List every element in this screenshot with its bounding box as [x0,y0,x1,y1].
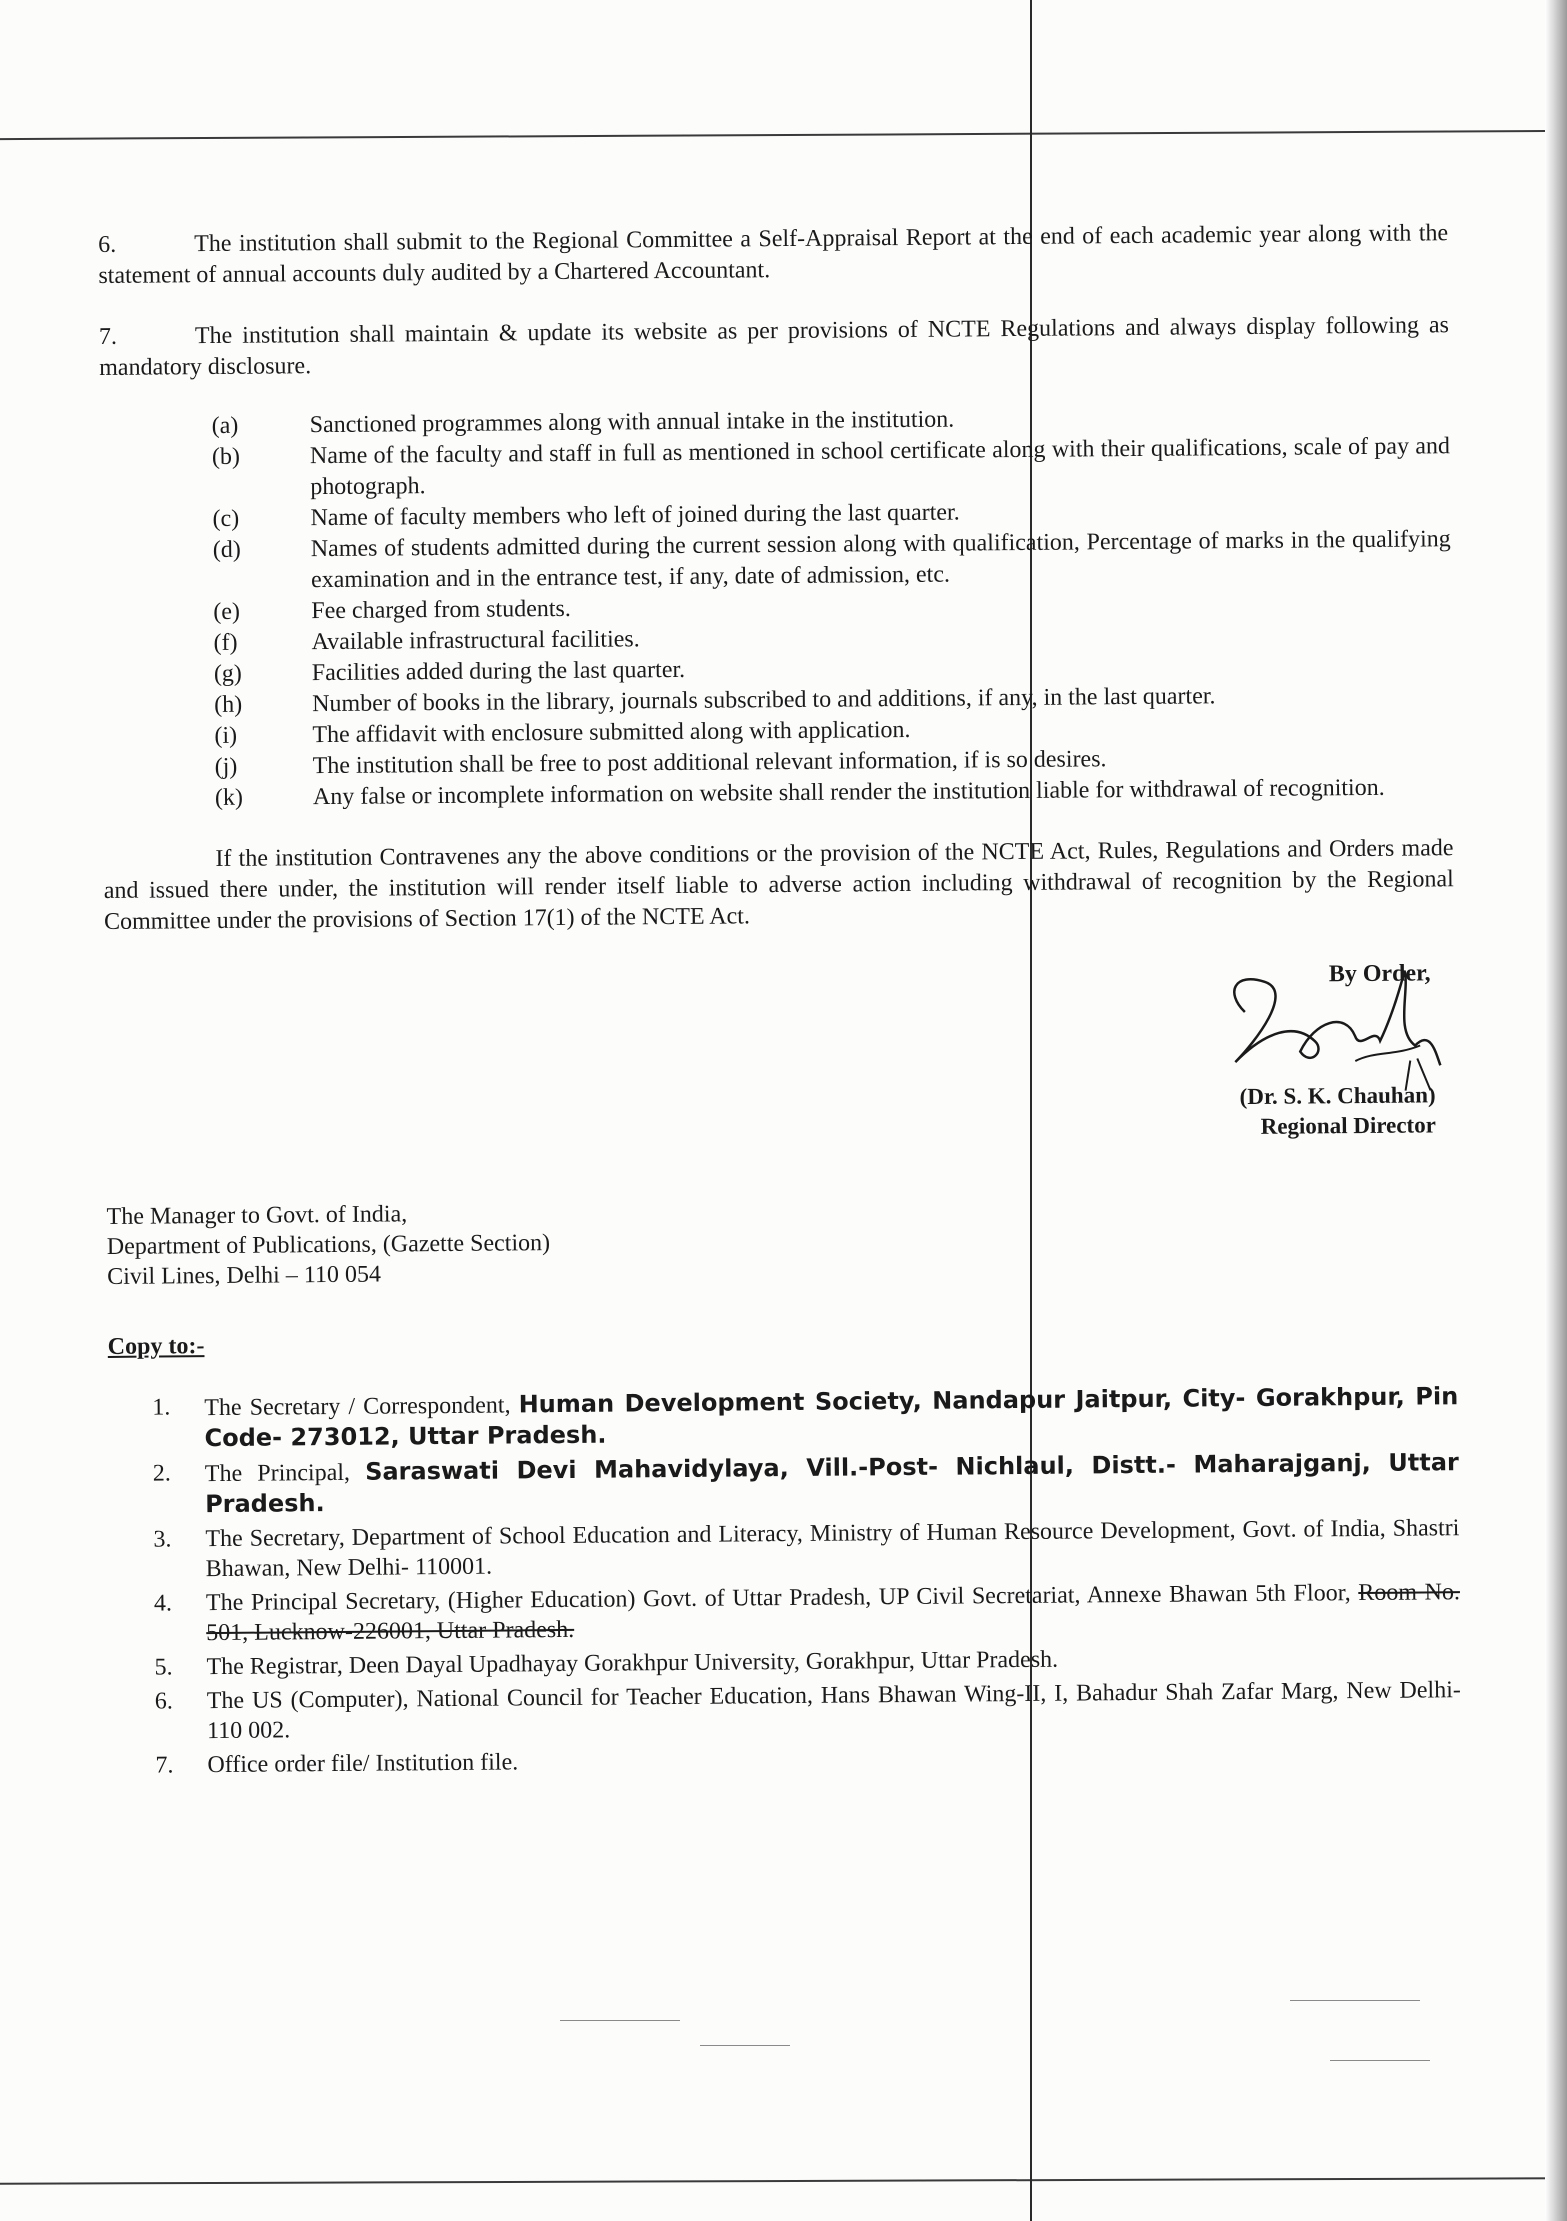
copy-item-number: 5. [154,1654,173,1681]
address-line: The Manager to Govt. of India, [106,1201,408,1230]
address-line: Department of Publications, (Gazette Section) [106,1230,551,1260]
copy-item-number: 1. [152,1394,171,1421]
paragraph-7 [99,310,1449,384]
copy-item-text: The US (Computer), National Council for Teacher Education, Hans Bhawan Wing-II, I, Bahadur Shah Zafar Marg, New Delhi- 110 002. [206,1677,1461,1745]
list-item-label: (e) [213,598,241,626]
list-item-label: (d) [212,536,241,564]
list-item-text: Facilities added during the last quarter. [311,656,686,687]
copy-to-heading: Copy to:- [107,1333,205,1360]
copy-item-text: The Secretary / Correspondent, [204,1392,519,1422]
copy-item-text: Office order file/ Institution file. [207,1749,519,1779]
paragraph-number: 6. [98,231,117,258]
copy-item-text: The Registrar, Deen Dayal Upadhayay Gorakhpur University, Gorakhpur, Uttar Pradesh. [206,1646,1059,1681]
scan-line-top [0,130,1567,140]
copy-item-number: 3. [153,1526,172,1553]
list-item-label: (g) [213,660,242,688]
list-item [212,431,1450,504]
scan-edge-shadow [1545,0,1567,2221]
copy-item [152,1381,1458,1454]
paragraph-text: The institution shall maintain & update its website as per provisions of NCTE Regulations and always display following as mandatory disclosure. [99,312,1449,381]
disclosure-list [212,400,1453,814]
copy-item [155,1739,1461,1780]
copy-item-number: 6. [154,1688,173,1715]
copy-item-text: The Principal Secretary, (Higher Education) Govt. of Uttar Pradesh, UP Civil Secretariat, Annexe Bhawan 5th Floor, [205,1580,1359,1617]
scan-speck [1290,2000,1420,2001]
list-item-text: Available infrastructural facilities. [311,626,640,656]
list-item-label: (a) [211,412,239,440]
scan-speck [1330,2060,1430,2061]
list-item-text: Sanctioned programmes along with annual intake in the institution. [309,406,955,439]
list-item-label: (c) [212,505,240,533]
list-item-label: (k) [214,784,244,812]
scan-line-bottom [0,2177,1567,2184]
list-item-text: Number of books in the library, journals subscribed to and additions, if any, in the last quarter. [312,683,1216,718]
scan-speck [560,2020,680,2021]
copy-item-number: 2. [152,1460,171,1487]
signer-designation: Regional Director [1260,1112,1436,1139]
signature-block [104,950,1456,1162]
copy-item [153,1447,1459,1520]
list-item-text: Names of students admitted during the current session along with qualification, Percentage of marks in the qualifying examination and in the entrance test, if any, date of admission, etc. [310,526,1451,594]
recipient-address [106,1190,1457,1292]
copy-item-text-struck: Room No. 501, Lucknow-226001, Uttar Pradesh. [206,1579,1461,1647]
closing-paragraph: If the institution Contravenes any the above conditions or the provision of the NCTE Act, Rules, Regulations and Orders made and issued there under, the institution will render itself liable to adverse action including withdrawal of recognition by the Regional Committee under the provisions of Section 17(1) of the NCTE Act. [103,835,1454,935]
list-item [213,524,1451,597]
paragraph-number: 7. [98,323,118,350]
copy-item-entity: Human Development Society, Nandapur Jaitpur, City- Gorakhpur, Pin Code- 273012, Uttar Pradesh. [204,1382,1459,1453]
copy-item [154,1577,1460,1648]
scan-speck [700,2045,790,2046]
list-item-label: (j) [214,753,238,781]
address-line: Civil Lines, Delhi – 110 054 [107,1261,382,1290]
list-item-text: Fee charged from students. [311,595,571,625]
copy-item-text: The Principal, [204,1459,366,1488]
list-item-text: Name of the faculty and staff in full as mentioned in school certificate along with their qualifications, scale of pay and photograph. [309,433,1451,501]
handwritten-signature [1204,950,1445,1102]
signer-details [1239,1080,1436,1142]
list-item-text: Name of faculty members who left of joined during the last quarter. [310,499,960,532]
list-item-label: (h) [214,691,243,719]
list-item-text: Any false or incomplete information on website shall render the institution liable for withdrawal of recognition. [312,774,1385,811]
paragraph-6 [98,218,1448,292]
list-item-label: (i) [214,722,238,750]
copy-item-number: 7. [155,1752,174,1779]
copy-to-list [152,1381,1461,1780]
signer-name: (Dr. S. K. Chauhan) [1239,1082,1436,1110]
letter-body [98,218,1462,1785]
list-item-label: (f) [213,629,238,657]
copy-item [153,1513,1459,1584]
list-item-label: (b) [211,443,241,471]
copy-item-number: 4. [153,1590,173,1617]
list-item-text: The affidavit with enclosure submitted along with application. [312,716,911,749]
list-item-text: The institution shall be free to post additional relevant information, if is so desires. [312,746,1107,780]
copy-item-entity: Saraswati Devi Mahavidylaya, Vill.-Post- Nichlaul, Distt.- Maharajganj, Uttar Pradesh. [205,1448,1459,1519]
paragraph-text: The institution shall submit to the Regional Committee a Self-Appraisal Report at the end of each academic year along with the statement of annual accounts duly audited by a Chartered Accountant. [98,220,1449,289]
copy-item-text: The Secretary, Department of School Education and Literacy, Ministry of Human Resource Development, Govt. of India, Shastri Bhawan, New Delhi- 110001. [205,1515,1460,1583]
by-order-text: By Order, [1328,960,1431,988]
copy-item [155,1675,1461,1746]
